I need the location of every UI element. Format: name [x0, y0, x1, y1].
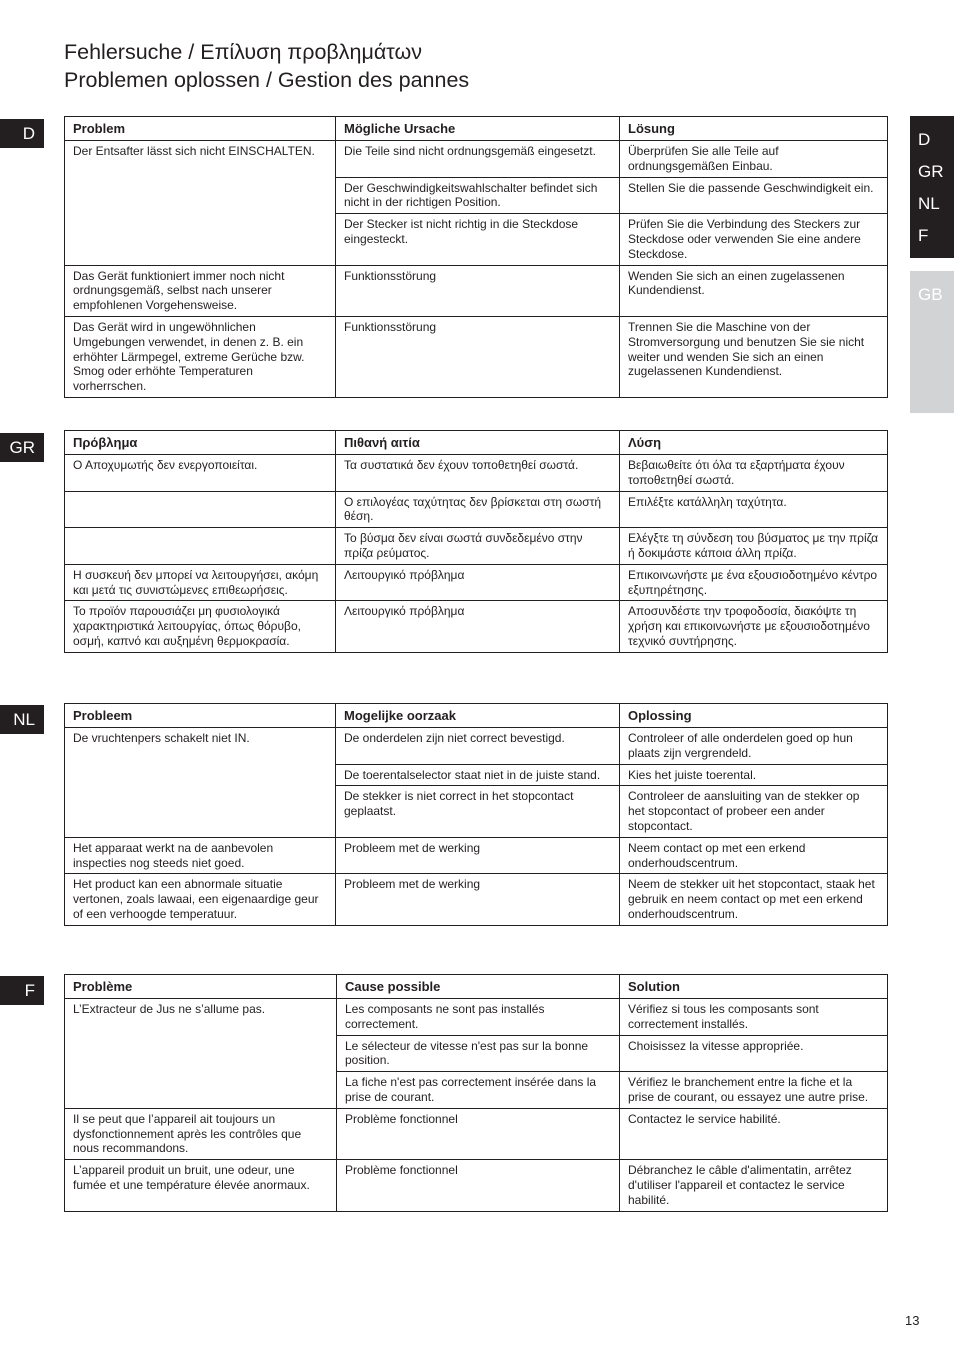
problem-cell: Het product kan een abnormale situatie vertonen, zoals lawaai, een eigenaardige geur of een verhoogde temperatuur.: [65, 874, 336, 925]
solution-cell: Επικοινωνήστε με ένα εξουσιοδοτημένο κέντρο εξυπηρέτησης.: [620, 564, 888, 601]
cause-cell: Der Stecker ist nicht richtig in die Steckdose eingesteckt.: [336, 214, 620, 265]
section-tab-f: F: [0, 976, 44, 1005]
solution-cell: Überprüfen Sie alle Teile auf ordnungsgemäßen Einbau.: [620, 141, 888, 178]
table-row: [65, 265, 888, 316]
header-solution: Oplossing: [620, 704, 888, 728]
header-cause: Πιθανή αιτία: [336, 431, 620, 455]
solution-cell: Επιλέξτε κατάλληλη ταχύτητα.: [620, 491, 888, 528]
table-header-row: [65, 117, 888, 141]
nav-item-gr[interactable]: GR: [918, 162, 944, 181]
problem-cell: De vruchtenpers schakelt niet IN.: [65, 728, 336, 838]
language-side-nav: [910, 116, 954, 413]
cause-cell: Funktionsstörung: [336, 265, 620, 316]
table-row: [65, 491, 888, 528]
header-cause: Mogelijke oorzaak: [336, 704, 620, 728]
solution-cell: Neem contact op met een erkend onderhoudscentrum.: [620, 837, 888, 874]
solution-cell: Débranchez le câble d'alimentatin, arrêtez d'utiliser l'appareil et contactez le service habilité.: [620, 1160, 888, 1211]
cause-cell: La fiche n'est pas correctement insérée dans la prise de courant.: [337, 1072, 620, 1109]
active-language-group: [910, 116, 954, 258]
inactive-language-group: [910, 271, 954, 413]
header-problem: Problème: [65, 975, 337, 999]
header-cause: Cause possible: [337, 975, 620, 999]
table-row: [65, 728, 888, 765]
solution-cell: Neem de stekker uit het stopcontact, staak het gebruik en neem contact op met een erkend onderhoudscentrum.: [620, 874, 888, 925]
cause-cell: Funktionsstörung: [336, 316, 620, 397]
table-header-row: [65, 431, 888, 455]
problem-cell: Das Gerät wird in ungewöhnlichen Umgebungen verwendet, in denen z. B. ein erhöhter Lärmpegel, extreme Gerüche bzw. Smog oder erhöhte Temperaturen vorherrschen.: [65, 316, 336, 397]
solution-cell: Stellen Sie die passende Geschwindigkeit ein.: [620, 177, 888, 214]
table-row: [65, 528, 888, 565]
solution-cell: Wenden Sie sich an einen zugelassenen Kundendienst.: [620, 265, 888, 316]
nav-item-nl[interactable]: NL: [918, 194, 940, 213]
solution-cell: Kies het juiste toerental.: [620, 764, 888, 786]
header-problem: Problem: [65, 117, 336, 141]
cause-cell: Λειτουργικό πρόβλημα: [336, 601, 620, 652]
problem-cell: Το προϊόν παρουσιάζει μη φυσιολογικά χαρακτηριστικά λειτουργίας, όπως θόρυβο, οσμή, καπνό και αυξημένη θερμοκρασία.: [65, 601, 336, 652]
cause-cell: Ο επιλογέας ταχύτητας δεν βρίσκεται στη σωστή θέση.: [336, 491, 620, 528]
problem-cell: Ο Αποχυμωτής δεν ενεργοποιείται.: [65, 455, 336, 492]
cause-cell: Λειτουργικό πρόβλημα: [336, 564, 620, 601]
cause-cell: Les composants ne sont pas installés correctement.: [337, 999, 620, 1036]
troubleshooting-table-fr: [64, 974, 888, 1212]
problem-cell: Das Gerät funktioniert immer noch nicht ordnungsgemäß, selbst nach unserer empfohlenen Vorgehensweise.: [65, 265, 336, 316]
header-solution: Solution: [620, 975, 888, 999]
table-row: [65, 1108, 888, 1159]
solution-cell: Ελέγξτε τη σύνδεση του βύσματος με την πρίζα ή δοκιμάστε κάποια άλλη πρίζα.: [620, 528, 888, 565]
problem-cell: L’appareil produit un bruit, une odeur, une fumée et une température élevée anormaux.: [65, 1160, 337, 1211]
table-row: [65, 1160, 888, 1211]
problem-cell: [65, 528, 336, 565]
table-row: [65, 874, 888, 925]
title-line-1: Fehlersuche / Επίλυση προβλημάτων: [64, 40, 423, 64]
cause-cell: Problème fonctionnel: [337, 1108, 620, 1159]
nav-item-d[interactable]: D: [918, 130, 931, 149]
solution-cell: Controleer de aansluiting van de stekker op het stopcontact of probeer een ander stopcontact.: [620, 786, 888, 837]
table-row: [65, 601, 888, 652]
solution-cell: Βεβαιωθείτε ότι όλα τα εξαρτήματα έχουν τοποθετηθεί σωστά.: [620, 455, 888, 492]
cause-cell: Το βύσμα δεν είναι σωστά συνδεδεμένο στην πρίζα ρεύματος.: [336, 528, 620, 565]
cause-cell: De stekker is niet correct in het stopcontact geplaatst.: [336, 786, 620, 837]
cause-cell: Die Teile sind nicht ordnungsgemäß eingesetzt.: [336, 141, 620, 178]
cause-cell: Le sélecteur de vitesse n'est pas sur la bonne position.: [337, 1035, 620, 1072]
title-line-2: Problemen oplossen / Gestion des pannes: [64, 68, 470, 92]
solution-cell: Controleer of alle onderdelen goed op hun plaats zijn vergrendeld.: [620, 728, 888, 765]
table-row: [65, 316, 888, 397]
solution-cell: Trennen Sie die Maschine von der Stromversorgung und benutzen Sie sie nicht weiter und wenden Sie sich an einen zugelassenen Kundendienst.: [620, 316, 888, 397]
problem-cell: L’Extracteur de Jus ne s’allume pas.: [65, 999, 337, 1109]
problem-cell: Η συσκευή δεν μπορεί να λειτουργήσει, ακόμη και μετά τις συνιστώμενες επιθεωρήσεις.: [65, 564, 336, 601]
header-solution: Lösung: [620, 117, 888, 141]
solution-cell: Contactez le service habilité.: [620, 1108, 888, 1159]
cause-cell: De onderdelen zijn niet correct bevestigd.: [336, 728, 620, 765]
problem-cell: [65, 491, 336, 528]
solution-cell: Choisissez la vitesse appropriée.: [620, 1035, 888, 1072]
problem-cell: Der Entsafter lässt sich nicht EINSCHALTEN.: [65, 141, 336, 266]
troubleshooting-table-gr: [64, 430, 888, 653]
cause-cell: Probleem met de werking: [336, 874, 620, 925]
cause-cell: Der Geschwindigkeitswahlschalter befindet sich nicht in der richtigen Position.: [336, 177, 620, 214]
troubleshooting-table-de: [64, 116, 888, 398]
section-tab-d: D: [0, 119, 44, 148]
solution-cell: Vérifiez si tous les composants sont correctement installés.: [620, 999, 888, 1036]
cause-cell: De toerentalselector staat niet in de juiste stand.: [336, 764, 620, 786]
solution-cell: Prüfen Sie die Verbindung des Steckers zur Steckdose oder verwenden Sie eine andere Steckdose.: [620, 214, 888, 265]
header-problem: Πρόβλημα: [65, 431, 336, 455]
table-row: [65, 141, 888, 178]
header-cause: Mögliche Ursache: [336, 117, 620, 141]
troubleshooting-table-nl: [64, 703, 888, 926]
table-row: [65, 564, 888, 601]
table-row: [65, 999, 888, 1036]
nav-item-f[interactable]: F: [918, 226, 929, 245]
section-tab-nl: NL: [0, 705, 44, 734]
page-title: [64, 38, 469, 94]
cause-cell: Probleem met de werking: [336, 837, 620, 874]
solution-cell: Vérifiez le branchement entre la fiche et la prise de courant, ou essayez une autre prise.: [620, 1072, 888, 1109]
nav-item-gb[interactable]: GB: [918, 285, 943, 304]
table-row: [65, 455, 888, 492]
cause-cell: Τα συστατικά δεν έχουν τοποθετηθεί σωστά.: [336, 455, 620, 492]
header-problem: Probleem: [65, 704, 336, 728]
table-header-row: [65, 975, 888, 999]
table-row: [65, 837, 888, 874]
table-header-row: [65, 704, 888, 728]
solution-cell: Αποσυνδέστε την τροφοδοσία, διακόψτε τη χρήση και επικοινωνήστε με εξουσιοδοτημένο τεχνικό συντήρησης.: [620, 601, 888, 652]
problem-cell: Il se peut que l’appareil ait toujours un dysfonctionnement après les contrôles que nous recommandons.: [65, 1108, 337, 1159]
section-tab-gr: GR: [0, 433, 44, 462]
cause-cell: Problème fonctionnel: [337, 1160, 620, 1211]
header-solution: Λύση: [620, 431, 888, 455]
problem-cell: Het apparaat werkt na de aanbevolen inspecties nog steeds niet goed.: [65, 837, 336, 874]
page-number: 13: [905, 1313, 920, 1328]
